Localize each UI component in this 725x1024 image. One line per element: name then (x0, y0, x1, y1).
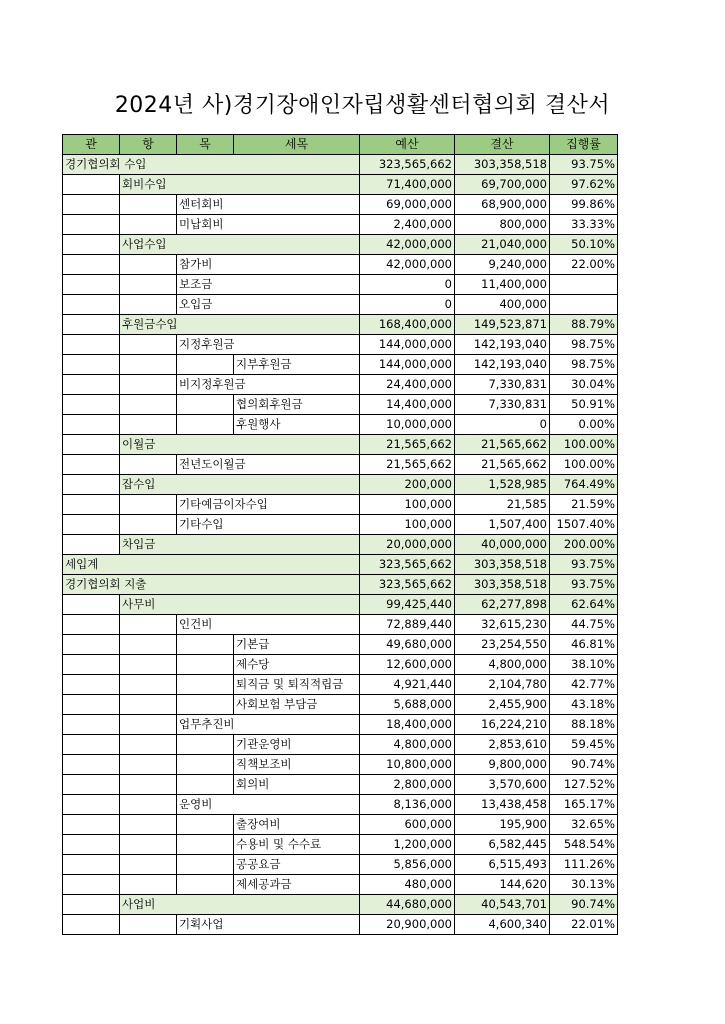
budget-cell: 69,000,000 (360, 195, 455, 215)
indent-cell (63, 195, 120, 215)
budget-cell: 14,400,000 (360, 395, 455, 415)
settlement-cell: 303,358,518 (455, 155, 550, 175)
budget-cell: 12,600,000 (360, 655, 455, 675)
settlement-cell: 2,455,900 (455, 695, 550, 715)
table-row (63, 815, 618, 835)
settlement-cell: 2,853,610 (455, 735, 550, 755)
execution-rate-cell: 42.77% (550, 675, 618, 695)
indent-cell (63, 895, 120, 915)
execution-rate-cell: 0.00% (550, 415, 618, 435)
execution-rate-cell: 93.75% (550, 155, 618, 175)
indent-cell (63, 475, 120, 495)
settlement-cell: 1,507,400 (455, 515, 550, 535)
indent-cell (120, 915, 177, 935)
indent-cell (63, 495, 120, 515)
indent-cell (63, 335, 120, 355)
budget-cell: 21,565,662 (360, 435, 455, 455)
budget-cell: 0 (360, 275, 455, 295)
header-mok: 목 (177, 135, 234, 155)
indent-cell (63, 515, 120, 535)
table-row (63, 735, 618, 755)
row-label: 지정후원금 (177, 335, 360, 355)
settlement-table (62, 134, 618, 935)
settlement-cell: 32,615,230 (455, 615, 550, 635)
execution-rate-cell: 97.62% (550, 175, 618, 195)
settlement-cell: 303,358,518 (455, 575, 550, 595)
table-row (63, 495, 618, 515)
table-row (63, 315, 618, 335)
indent-cell (177, 635, 234, 655)
indent-cell (63, 735, 120, 755)
execution-rate-cell: 22.00% (550, 255, 618, 275)
execution-rate-cell: 548.54% (550, 835, 618, 855)
indent-cell (120, 255, 177, 275)
execution-rate-cell: 111.26% (550, 855, 618, 875)
indent-cell (63, 375, 120, 395)
table-row (63, 915, 618, 935)
table-row (63, 275, 618, 295)
settlement-cell: 7,330,831 (455, 375, 550, 395)
indent-cell (63, 175, 120, 195)
budget-cell: 323,565,662 (360, 575, 455, 595)
execution-rate-cell: 200.00% (550, 535, 618, 555)
row-label: 오입금 (177, 295, 360, 315)
budget-cell: 72,889,440 (360, 615, 455, 635)
execution-rate-cell: 99.86% (550, 195, 618, 215)
indent-cell (120, 275, 177, 295)
execution-rate-cell (550, 275, 618, 295)
table-row (63, 435, 618, 455)
execution-rate-cell: 93.75% (550, 555, 618, 575)
indent-cell (63, 655, 120, 675)
budget-cell: 24,400,000 (360, 375, 455, 395)
budget-cell: 42,000,000 (360, 235, 455, 255)
execution-rate-cell: 1507.40% (550, 515, 618, 535)
execution-rate-cell: 38.10% (550, 655, 618, 675)
indent-cell (63, 255, 120, 275)
execution-rate-cell: 30.13% (550, 875, 618, 895)
indent-cell (120, 775, 177, 795)
execution-rate-cell: 100.00% (550, 455, 618, 475)
indent-cell (63, 235, 120, 255)
row-label: 후원금수입 (120, 315, 360, 335)
settlement-cell: 40,543,701 (455, 895, 550, 915)
budget-cell: 10,000,000 (360, 415, 455, 435)
row-label: 사무비 (120, 595, 360, 615)
settlement-cell: 195,900 (455, 815, 550, 835)
execution-rate-cell: 88.18% (550, 715, 618, 735)
budget-cell: 20,000,000 (360, 535, 455, 555)
settlement-cell: 13,438,458 (455, 795, 550, 815)
settlement-cell: 21,565,662 (455, 455, 550, 475)
settlement-cell: 2,104,780 (455, 675, 550, 695)
budget-cell: 49,680,000 (360, 635, 455, 655)
budget-cell: 71,400,000 (360, 175, 455, 195)
row-label: 미납회비 (177, 215, 360, 235)
table-row (63, 855, 618, 875)
budget-cell: 323,565,662 (360, 555, 455, 575)
table-row (63, 295, 618, 315)
budget-cell: 99,425,440 (360, 595, 455, 615)
execution-rate-cell: 43.18% (550, 695, 618, 715)
indent-cell (177, 355, 234, 375)
indent-cell (63, 455, 120, 475)
row-label: 이월금 (120, 435, 360, 455)
row-label: 경기협의회 지출 (63, 575, 360, 595)
settlement-cell: 9,240,000 (455, 255, 550, 275)
indent-cell (63, 435, 120, 455)
header-settlement: 결산 (455, 135, 550, 155)
budget-cell: 10,800,000 (360, 755, 455, 775)
execution-rate-cell: 33.33% (550, 215, 618, 235)
settlement-cell: 68,900,000 (455, 195, 550, 215)
header-budget: 예산 (360, 135, 455, 155)
row-label: 운영비 (177, 795, 360, 815)
budget-cell: 200,000 (360, 475, 455, 495)
settlement-cell: 800,000 (455, 215, 550, 235)
indent-cell (63, 295, 120, 315)
budget-cell: 480,000 (360, 875, 455, 895)
row-label: 지부후원금 (234, 355, 360, 375)
budget-cell: 4,800,000 (360, 735, 455, 755)
settlement-cell: 142,193,040 (455, 355, 550, 375)
row-label: 기타수입 (177, 515, 360, 535)
execution-rate-cell: 22.01% (550, 915, 618, 935)
table-row (63, 715, 618, 735)
execution-rate-cell: 50.10% (550, 235, 618, 255)
budget-cell: 44,680,000 (360, 895, 455, 915)
row-label: 사업비 (120, 895, 360, 915)
settlement-cell: 62,277,898 (455, 595, 550, 615)
indent-cell (120, 395, 177, 415)
settlement-cell: 21,585 (455, 495, 550, 515)
table-row (63, 515, 618, 535)
indent-cell (120, 835, 177, 855)
row-label: 회의비 (234, 775, 360, 795)
indent-cell (63, 815, 120, 835)
table-row (63, 235, 618, 255)
row-label: 협의회후원금 (234, 395, 360, 415)
settlement-cell: 303,358,518 (455, 555, 550, 575)
indent-cell (63, 755, 120, 775)
settlement-cell: 142,193,040 (455, 335, 550, 355)
row-label: 후원행사 (234, 415, 360, 435)
settlement-cell: 400,000 (455, 295, 550, 315)
budget-cell: 2,800,000 (360, 775, 455, 795)
header-semok: 세목 (234, 135, 360, 155)
indent-cell (120, 195, 177, 215)
indent-cell (120, 615, 177, 635)
row-label: 경기협의회 수입 (63, 155, 360, 175)
budget-cell: 20,900,000 (360, 915, 455, 935)
budget-cell: 8,136,000 (360, 795, 455, 815)
execution-rate-cell: 21.59% (550, 495, 618, 515)
indent-cell (120, 855, 177, 875)
budget-cell: 168,400,000 (360, 315, 455, 335)
row-label: 세입계 (63, 555, 360, 575)
budget-cell: 323,565,662 (360, 155, 455, 175)
budget-cell: 5,856,000 (360, 855, 455, 875)
indent-cell (120, 295, 177, 315)
indent-cell (120, 795, 177, 815)
document-title: 2024년 사)경기장애인자립생활센터협의회 결산서 (114, 93, 611, 118)
execution-rate-cell: 90.74% (550, 895, 618, 915)
table-row (63, 795, 618, 815)
indent-cell (120, 455, 177, 475)
settlement-cell: 3,570,600 (455, 775, 550, 795)
table-row (63, 535, 618, 555)
indent-cell (177, 395, 234, 415)
indent-cell (120, 335, 177, 355)
indent-cell (177, 775, 234, 795)
table-row (63, 455, 618, 475)
row-label: 회비수입 (120, 175, 360, 195)
indent-cell (63, 275, 120, 295)
row-label: 사회보험 부담금 (234, 695, 360, 715)
table-row (63, 775, 618, 795)
table-row (63, 615, 618, 635)
row-label: 업무추진비 (177, 715, 360, 735)
indent-cell (177, 855, 234, 875)
row-label: 비지정후원금 (177, 375, 360, 395)
table-row (63, 575, 618, 595)
table-row (63, 835, 618, 855)
indent-cell (63, 695, 120, 715)
table-row (63, 475, 618, 495)
indent-cell (63, 775, 120, 795)
execution-rate-cell: 93.75% (550, 575, 618, 595)
indent-cell (120, 415, 177, 435)
execution-rate-cell: 32.65% (550, 815, 618, 835)
table-row (63, 255, 618, 275)
indent-cell (120, 495, 177, 515)
budget-cell: 144,000,000 (360, 335, 455, 355)
row-label: 출장여비 (234, 815, 360, 835)
indent-cell (177, 755, 234, 775)
row-label: 기획사업 (177, 915, 360, 935)
row-label: 사업수입 (120, 235, 360, 255)
indent-cell (63, 395, 120, 415)
table-row (63, 375, 618, 395)
settlement-cell: 40,000,000 (455, 535, 550, 555)
execution-rate-cell: 46.81% (550, 635, 618, 655)
indent-cell (177, 835, 234, 855)
row-label: 참가비 (177, 255, 360, 275)
execution-rate-cell: 30.04% (550, 375, 618, 395)
execution-rate-cell: 165.17% (550, 795, 618, 815)
indent-cell (120, 355, 177, 375)
row-label: 기본급 (234, 635, 360, 655)
table-row (63, 175, 618, 195)
row-label: 수용비 및 수수료 (234, 835, 360, 855)
table-row (63, 335, 618, 355)
execution-rate-cell: 98.75% (550, 355, 618, 375)
table-row (63, 655, 618, 675)
indent-cell (177, 815, 234, 835)
budget-cell: 144,000,000 (360, 355, 455, 375)
execution-rate-cell (550, 295, 618, 315)
settlement-cell: 6,582,445 (455, 835, 550, 855)
budget-cell: 100,000 (360, 495, 455, 515)
execution-rate-cell: 44.75% (550, 615, 618, 635)
indent-cell (63, 795, 120, 815)
indent-cell (120, 815, 177, 835)
execution-rate-cell: 127.52% (550, 775, 618, 795)
indent-cell (63, 615, 120, 635)
indent-cell (120, 635, 177, 655)
settlement-cell: 16,224,210 (455, 715, 550, 735)
indent-cell (63, 715, 120, 735)
indent-cell (63, 835, 120, 855)
header-hang: 항 (120, 135, 177, 155)
indent-cell (63, 315, 120, 335)
execution-rate-cell: 100.00% (550, 435, 618, 455)
settlement-cell: 21,565,662 (455, 435, 550, 455)
budget-cell: 600,000 (360, 815, 455, 835)
indent-cell (120, 215, 177, 235)
settlement-cell: 144,620 (455, 875, 550, 895)
table-row (63, 755, 618, 775)
settlement-cell: 6,515,493 (455, 855, 550, 875)
indent-cell (63, 635, 120, 655)
indent-cell (120, 755, 177, 775)
indent-cell (120, 675, 177, 695)
indent-cell (120, 515, 177, 535)
header-gwan: 관 (63, 135, 120, 155)
budget-cell: 2,400,000 (360, 215, 455, 235)
budget-cell: 100,000 (360, 515, 455, 535)
indent-cell (177, 695, 234, 715)
row-label: 차입금 (120, 535, 360, 555)
settlement-cell: 4,800,000 (455, 655, 550, 675)
indent-cell (120, 695, 177, 715)
row-label: 기관운영비 (234, 735, 360, 755)
indent-cell (177, 735, 234, 755)
table-row (63, 195, 618, 215)
table-row (63, 215, 618, 235)
execution-rate-cell: 50.91% (550, 395, 618, 415)
header-execution-rate: 집행률 (550, 135, 618, 155)
execution-rate-cell: 98.75% (550, 335, 618, 355)
indent-cell (120, 375, 177, 395)
row-label: 기타예금이자수입 (177, 495, 360, 515)
indent-cell (120, 655, 177, 675)
row-label: 공공요금 (234, 855, 360, 875)
settlement-cell: 149,523,871 (455, 315, 550, 335)
budget-cell: 4,921,440 (360, 675, 455, 695)
indent-cell (63, 875, 120, 895)
indent-cell (63, 675, 120, 695)
budget-cell: 42,000,000 (360, 255, 455, 275)
settlement-cell: 11,400,000 (455, 275, 550, 295)
indent-cell (63, 415, 120, 435)
settlement-cell: 23,254,550 (455, 635, 550, 655)
execution-rate-cell: 88.79% (550, 315, 618, 335)
indent-cell (177, 875, 234, 895)
indent-cell (63, 855, 120, 875)
settlement-cell: 7,330,831 (455, 395, 550, 415)
settlement-cell: 21,040,000 (455, 235, 550, 255)
row-label: 잡수입 (120, 475, 360, 495)
settlement-cell: 9,800,000 (455, 755, 550, 775)
execution-rate-cell: 59.45% (550, 735, 618, 755)
row-label: 전년도이월금 (177, 455, 360, 475)
row-label: 보조금 (177, 275, 360, 295)
budget-cell: 21,565,662 (360, 455, 455, 475)
table-body (63, 155, 618, 935)
table-row (63, 675, 618, 695)
budget-cell: 1,200,000 (360, 835, 455, 855)
table-row (63, 155, 618, 175)
settlement-cell: 69,700,000 (455, 175, 550, 195)
table-header-row (63, 135, 618, 155)
row-label: 센터회비 (177, 195, 360, 215)
indent-cell (120, 715, 177, 735)
indent-cell (63, 535, 120, 555)
table-row (63, 875, 618, 895)
table-row (63, 695, 618, 715)
indent-cell (63, 595, 120, 615)
settlement-cell: 0 (455, 415, 550, 435)
budget-cell: 18,400,000 (360, 715, 455, 735)
table-row (63, 895, 618, 915)
row-label: 제세공과금 (234, 875, 360, 895)
table-row (63, 355, 618, 375)
budget-cell: 5,688,000 (360, 695, 455, 715)
row-label: 인건비 (177, 615, 360, 635)
indent-cell (63, 215, 120, 235)
table-row (63, 555, 618, 575)
settlement-cell: 1,528,985 (455, 475, 550, 495)
execution-rate-cell: 90.74% (550, 755, 618, 775)
table-row (63, 415, 618, 435)
row-label: 직책보조비 (234, 755, 360, 775)
execution-rate-cell: 764.49% (550, 475, 618, 495)
indent-cell (63, 355, 120, 375)
table-row (63, 395, 618, 415)
table-row (63, 595, 618, 615)
indent-cell (63, 915, 120, 935)
indent-cell (120, 735, 177, 755)
settlement-cell: 4,600,340 (455, 915, 550, 935)
indent-cell (177, 655, 234, 675)
row-label: 퇴직금 및 퇴직적립금 (234, 675, 360, 695)
budget-cell: 0 (360, 295, 455, 315)
indent-cell (177, 675, 234, 695)
table-row (63, 635, 618, 655)
row-label: 제수당 (234, 655, 360, 675)
indent-cell (120, 875, 177, 895)
execution-rate-cell: 62.64% (550, 595, 618, 615)
indent-cell (177, 415, 234, 435)
